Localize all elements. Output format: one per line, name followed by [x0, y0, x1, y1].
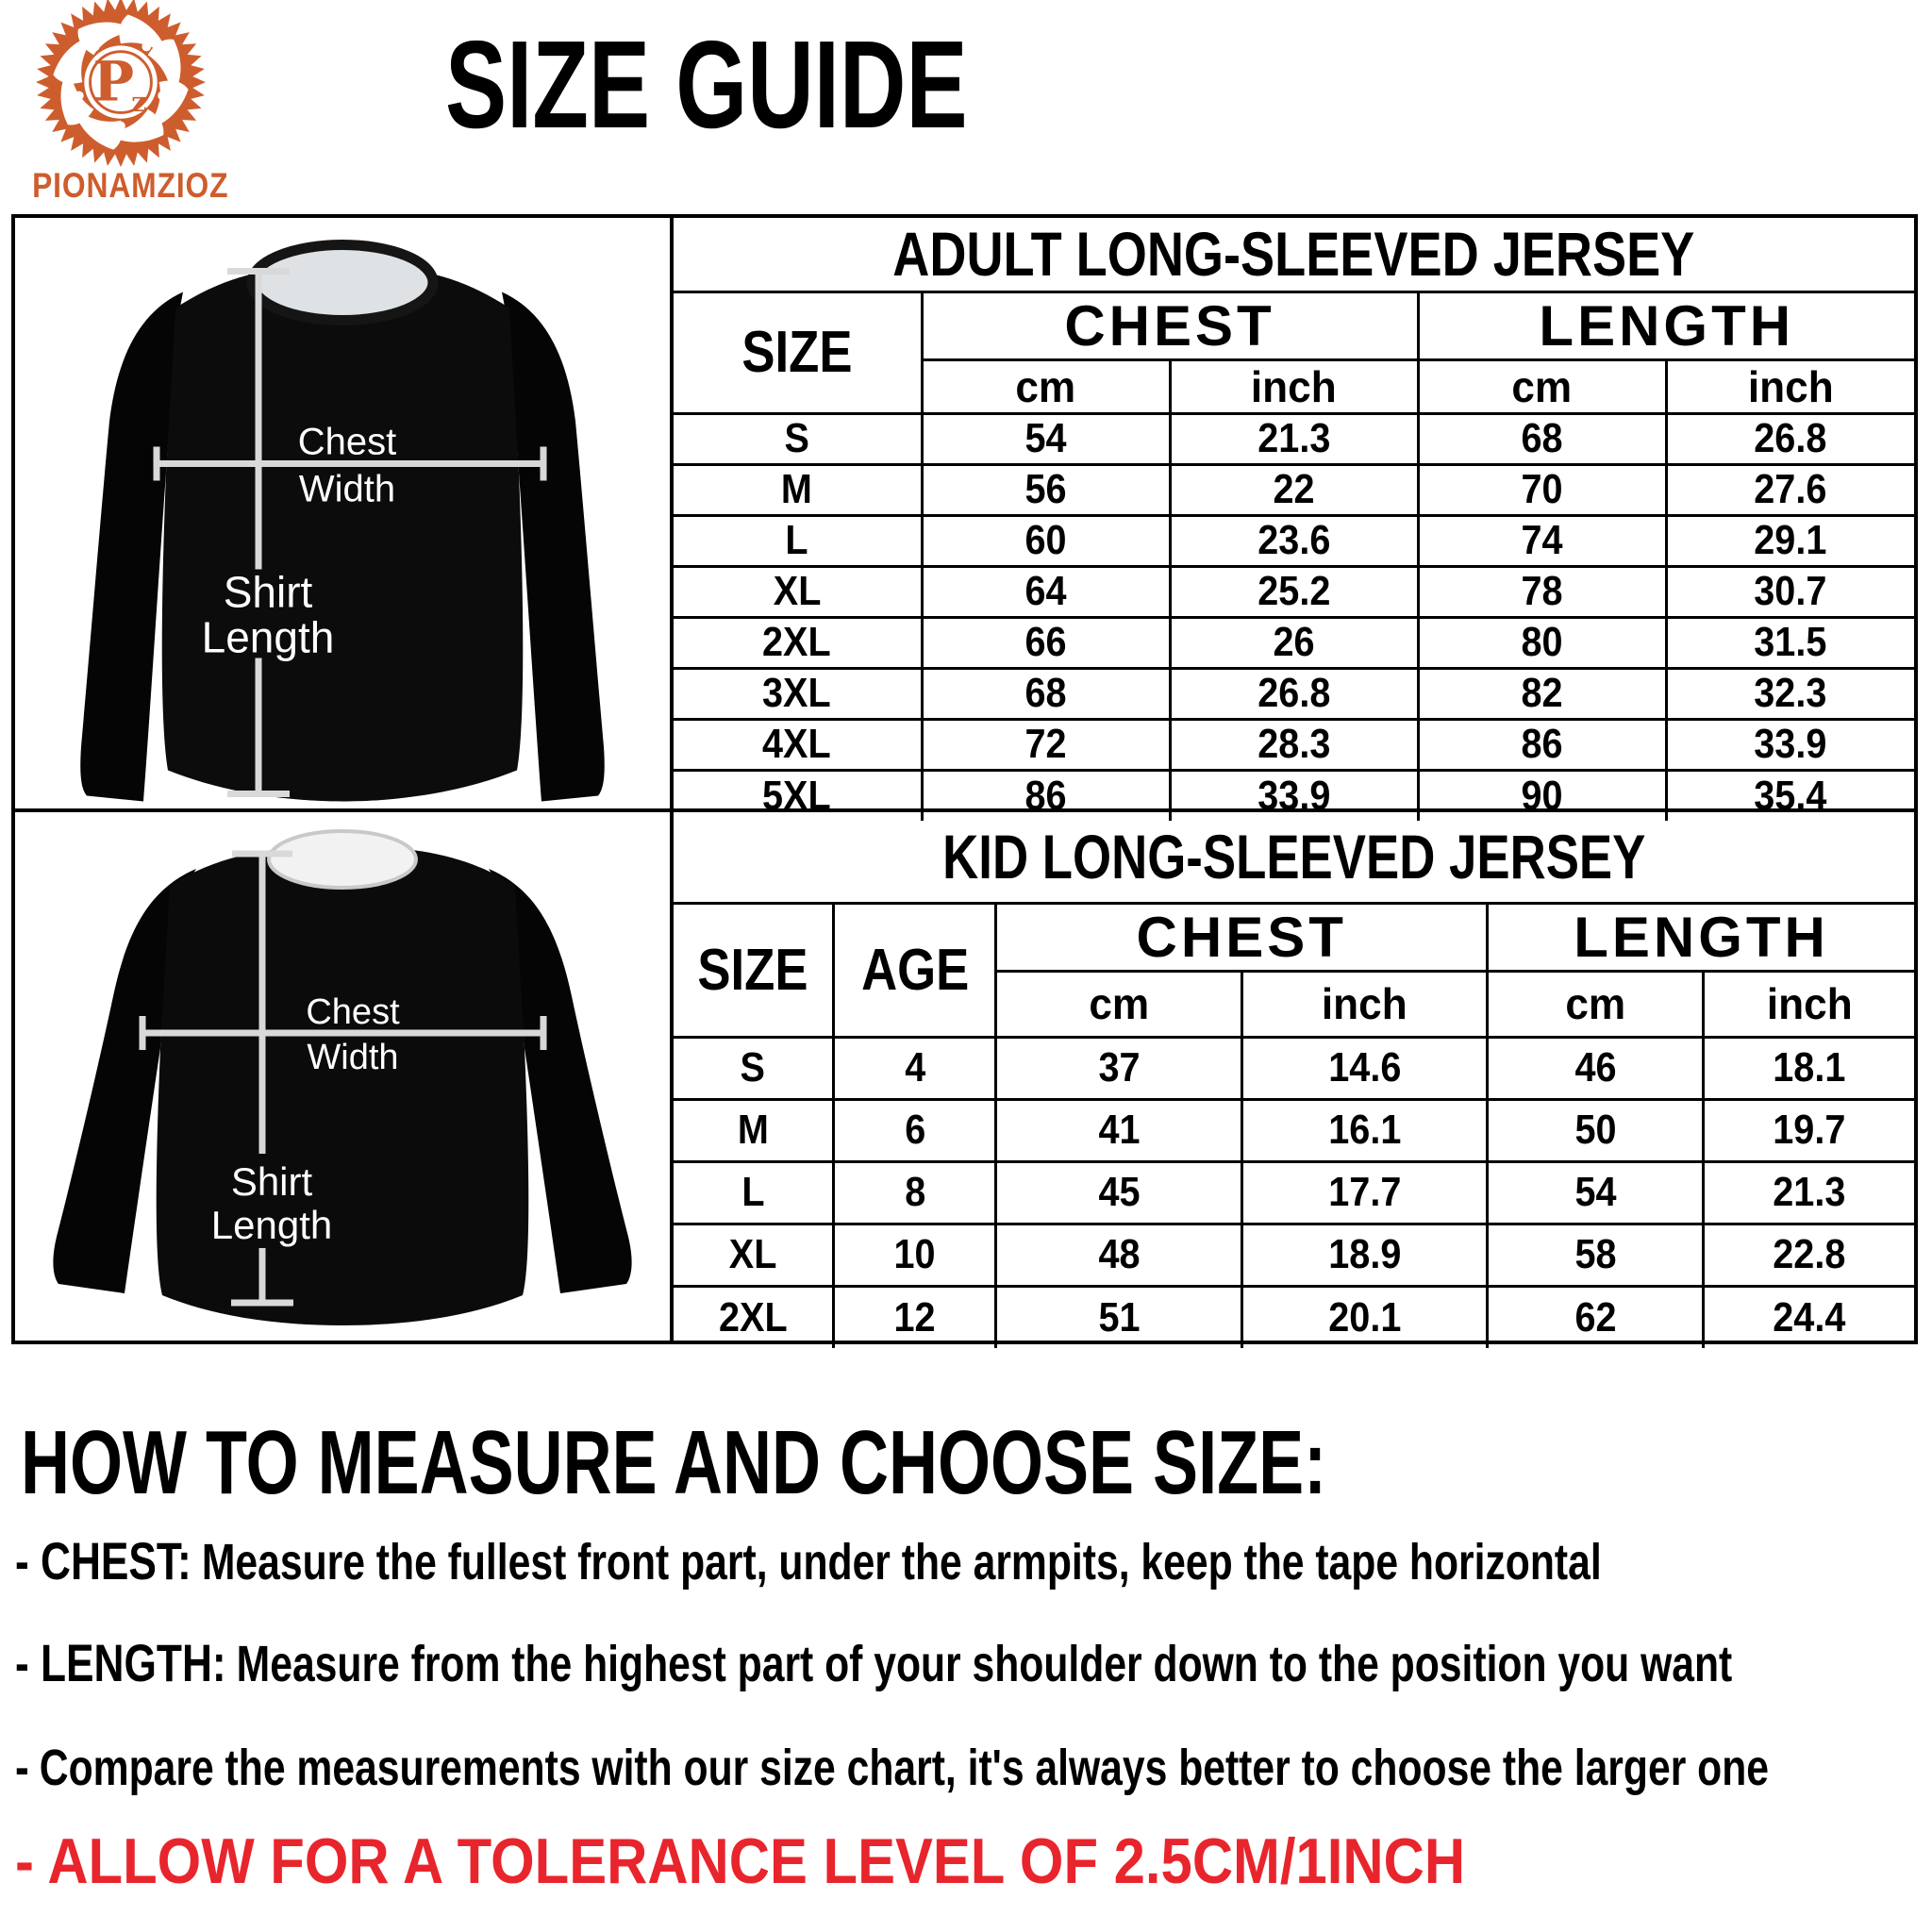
table-row — [674, 1286, 1914, 1348]
table-cell: 20.1 — [1241, 1286, 1487, 1348]
col-length: LENGTH — [1574, 905, 1829, 969]
table-cell: 26 — [1170, 617, 1418, 668]
gear-tooth — [36, 87, 52, 102]
instruction-chest — [15, 1530, 1602, 1591]
table-cell: 27.6 — [1666, 464, 1914, 515]
table-cell: 86 — [922, 770, 1170, 821]
table-cell: 90 — [1418, 770, 1666, 821]
table-cell: 2XL — [674, 1286, 834, 1348]
table-cell: 72 — [922, 719, 1170, 770]
col-chest-inch: inch — [1251, 361, 1337, 411]
table-cell: 24.4 — [1703, 1286, 1914, 1348]
table-row — [674, 1099, 1914, 1161]
table-cell: 6 — [834, 1099, 996, 1161]
kid-header-row-1 — [674, 903, 1914, 971]
table-cell: 29.1 — [1666, 515, 1914, 566]
table-cell: L — [674, 1161, 834, 1224]
table-cell: 32.3 — [1666, 668, 1914, 719]
table-cell: S — [674, 413, 922, 464]
col-length-inch: inch — [1766, 979, 1853, 1028]
table-cell: 33.9 — [1666, 719, 1914, 770]
table-cell: 14.6 — [1241, 1037, 1487, 1099]
table-cell: 18.9 — [1241, 1224, 1487, 1286]
table-cell: 12 — [834, 1286, 996, 1348]
instruction-chest-label: - CHEST: — [15, 1531, 192, 1591]
table-cell: 23.6 — [1170, 515, 1418, 566]
table-cell: L — [674, 515, 922, 566]
gear-bolt-dot — [116, 122, 125, 131]
col-chest: CHEST — [1064, 293, 1275, 358]
table-cell: S — [674, 1037, 834, 1099]
table-row — [674, 719, 1914, 770]
svg-text:Length: Length — [210, 1203, 333, 1247]
gear-tooth — [125, 151, 141, 167]
adult-table-title: ADULT LONG-SLEEVED JERSEY — [892, 219, 1695, 290]
table-cell: 74 — [1418, 515, 1666, 566]
kid-size-table — [674, 812, 1914, 1348]
instruction-compare-text: Compare the measurements with our size chart, it's always better to choose the larger one — [39, 1740, 1769, 1796]
table-row — [674, 668, 1914, 719]
kid-collar — [269, 831, 416, 888]
table-cell: 70 — [1418, 464, 1666, 515]
table-cell: 19.7 — [1703, 1099, 1914, 1161]
col-size: SIZE — [697, 937, 808, 1003]
table-cell: 22.8 — [1703, 1224, 1914, 1286]
table-cell: 4 — [834, 1037, 996, 1099]
shirt-length-label: Shirt — [223, 567, 313, 617]
col-size: SIZE — [741, 320, 853, 385]
kid-table-title-row — [674, 812, 1914, 903]
gear-tooth — [36, 62, 52, 77]
table-cell: 21.3 — [1703, 1161, 1914, 1224]
gear-tooth — [36, 75, 50, 89]
gear-tooth — [190, 87, 206, 102]
shirt-length-label: Shirt — [230, 1159, 313, 1204]
table-cell: 86 — [1418, 719, 1666, 770]
table-cell: 5XL — [674, 770, 922, 821]
kid-shirt-diagram — [15, 812, 670, 1341]
table-cell: 50 — [1488, 1099, 1704, 1161]
table-cell: 28.3 — [1170, 719, 1418, 770]
table-cell: 31.5 — [1666, 617, 1914, 668]
table-cell: 64 — [922, 566, 1170, 617]
col-age: AGE — [860, 937, 969, 1003]
table-cell: 82 — [1418, 668, 1666, 719]
table-cell: 18.1 — [1703, 1037, 1914, 1099]
table-cell: 41 — [996, 1099, 1241, 1161]
tolerance-note: - ALLOW FOR A TOLERANCE LEVEL OF 2.5CM/1INCH — [15, 1825, 1466, 1897]
table-cell: 25.2 — [1170, 566, 1418, 617]
instruction-chest-text: Measure the fullest front part, under the armpits, keep the tape horizontal — [201, 1534, 1602, 1591]
gear-tooth — [191, 75, 205, 89]
table-cell: 26.8 — [1666, 413, 1914, 464]
svg-text:Width: Width — [307, 1038, 399, 1077]
table-cell: 54 — [922, 413, 1170, 464]
table-cell: 45 — [996, 1161, 1241, 1224]
table-cell: 30.7 — [1666, 566, 1914, 617]
table-row — [674, 617, 1914, 668]
adult-collar — [252, 245, 433, 321]
table-row — [674, 1161, 1914, 1224]
table-row — [674, 566, 1914, 617]
table-cell: 3XL — [674, 668, 922, 719]
table-cell: 56 — [922, 464, 1170, 515]
instruction-length — [15, 1632, 1732, 1693]
adult-size-table — [674, 218, 1914, 821]
table-row — [674, 1224, 1914, 1286]
table-cell: 4XL — [674, 719, 922, 770]
instruction-compare — [15, 1736, 1769, 1797]
col-chest-cm: cm — [1089, 979, 1149, 1028]
gear-tooth — [114, 153, 127, 167]
logo-monogram-p: P — [92, 49, 135, 114]
col-length-inch: inch — [1747, 361, 1834, 411]
table-cell: 2XL — [674, 617, 922, 668]
page-title: SIZE GUIDE — [445, 15, 968, 154]
gear-tooth — [114, 0, 127, 12]
adult-shirt-body — [162, 266, 524, 802]
kid-table-title: KID LONG-SLEEVED JERSEY — [941, 822, 1646, 892]
adult-header-row-1 — [674, 291, 1914, 359]
logo-monogram-z: z — [131, 86, 147, 119]
gear-tooth — [101, 151, 116, 167]
table-cell: 17.7 — [1241, 1161, 1487, 1224]
table-row — [674, 1037, 1914, 1099]
table-cell: 16.1 — [1241, 1099, 1487, 1161]
instruction-length-text: Measure from the highest part of your shoulder down to the position you want — [236, 1636, 1733, 1692]
col-length-cm: cm — [1565, 979, 1625, 1028]
chest-width-label: Chest — [306, 992, 400, 1032]
col-length: LENGTH — [1539, 293, 1795, 358]
table-cell: 21.3 — [1170, 413, 1418, 464]
table-row — [674, 464, 1914, 515]
svg-text:Length: Length — [201, 612, 335, 662]
svg-text:Width: Width — [298, 468, 396, 510]
adult-shirt-diagram — [15, 218, 670, 808]
table-cell: M — [674, 464, 922, 515]
table-cell: 62 — [1488, 1286, 1704, 1348]
table-cell: 60 — [922, 515, 1170, 566]
table-cell: 46 — [1488, 1037, 1704, 1099]
table-cell: 37 — [996, 1037, 1241, 1099]
table-cell: 51 — [996, 1286, 1241, 1348]
table-row — [674, 515, 1914, 566]
table-cell: 10 — [834, 1224, 996, 1286]
brand-logo — [32, 0, 229, 217]
table-cell: 80 — [1418, 617, 1666, 668]
table-cell: 8 — [834, 1161, 996, 1224]
instruction-length-label: - LENGTH: — [15, 1633, 226, 1692]
table-cell: 68 — [1418, 413, 1666, 464]
col-length-cm: cm — [1511, 361, 1573, 411]
table-cell: 48 — [996, 1224, 1241, 1286]
col-chest-cm: cm — [1015, 361, 1076, 411]
table-cell: 68 — [922, 668, 1170, 719]
table-cell: 22 — [1170, 464, 1418, 515]
kid-shirt-body — [157, 846, 529, 1325]
size-chart-box — [11, 214, 1918, 1344]
table-cell: 26.8 — [1170, 668, 1418, 719]
col-chest: CHEST — [1136, 905, 1347, 969]
instruction-compare-label: - — [15, 1737, 29, 1796]
table-cell: M — [674, 1099, 834, 1161]
table-cell: 33.9 — [1170, 770, 1418, 821]
adult-table-title-row — [674, 218, 1914, 291]
table-cell: 54 — [1488, 1161, 1704, 1224]
table-cell: 78 — [1418, 566, 1666, 617]
table-cell: 66 — [922, 617, 1170, 668]
gear-tooth — [190, 62, 206, 77]
col-chest-inch: inch — [1322, 979, 1407, 1028]
table-cell: XL — [674, 1224, 834, 1286]
table-row — [674, 413, 1914, 464]
table-cell: XL — [674, 566, 922, 617]
brand-name: PIONAMZIOZ — [32, 166, 229, 205]
gear-icon — [34, 0, 208, 168]
table-cell: 35.4 — [1666, 770, 1914, 821]
chest-width-label: Chest — [297, 421, 397, 463]
table-cell: 58 — [1488, 1224, 1704, 1286]
howto-heading: HOW TO MEASURE AND CHOOSE SIZE: — [21, 1412, 1327, 1513]
